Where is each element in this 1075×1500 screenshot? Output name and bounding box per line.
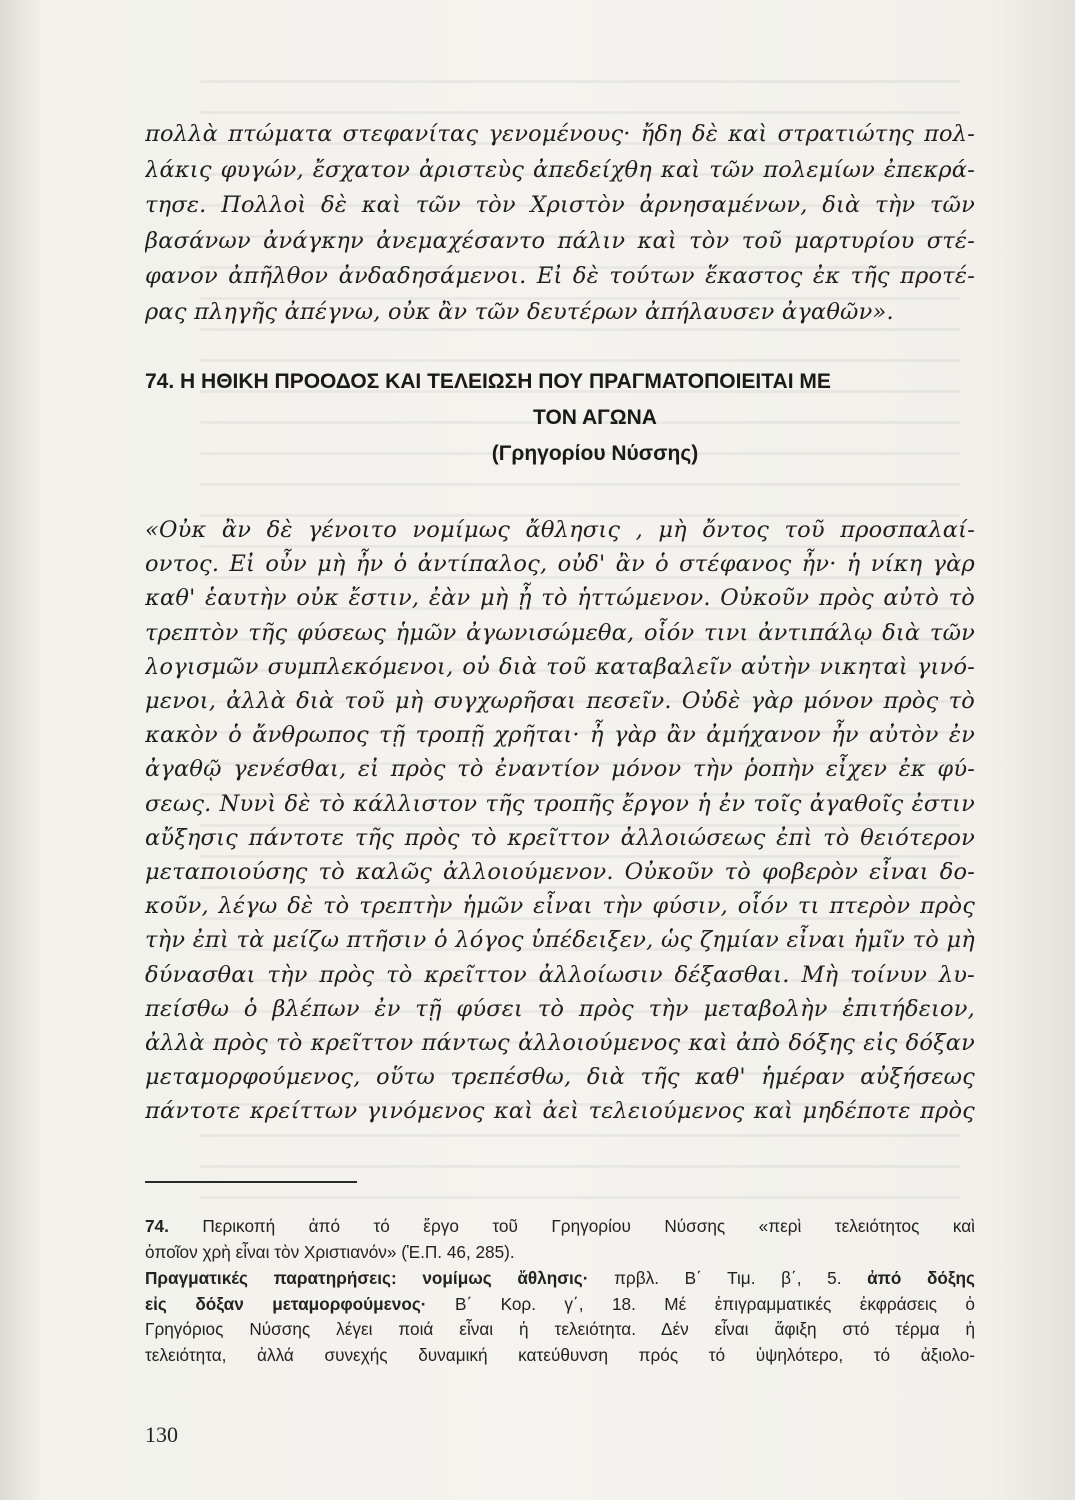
body-line: κακὸν ὁ ἄνθρωπος τῇ τροπῇ χρῆται· ἦ γὰρ ἂν ἀμήχανον ἦν αὐτὸν ἐν (145, 722, 975, 749)
section-subtitle: (Γρηγορίου Νύσσης) (491, 442, 699, 465)
body-line: πείσθω ὁ βλέπων ἐν τῇ φύσει τὸ πρὸς τὴν μεταβολὴν ἐπιτήδειον, (145, 995, 975, 1022)
footnote-rule (145, 1181, 357, 1183)
body-line: τρεπτὸν τῆς φύσεως ἡμῶν ἀγωνισώμεθα, οἷόν τινι ἀντιπάλῳ διὰ τῶν (145, 619, 975, 646)
body-line: αὔξησις πάντοτε τῆς πρὸς τὸ κρεῖττον ἀλλοιώσεως ἐπὶ τὸ θειότερον (145, 824, 975, 851)
remarks-label: Πραγματικές παρατηρήσεις: (145, 1268, 397, 1288)
body-line: σεως. Νυνὶ δὲ τὸ κάλλιστον τῆς τροπῆς ἔργον ἡ ἐν τοῖς ἀγαθοῖς ἐστιν (145, 790, 975, 817)
remarks-term: ἀπό δόξης (867, 1268, 975, 1288)
section-title-line2: ΤΟΝ ΑΓΩΝΑ (533, 406, 657, 429)
remarks-term: εἰς δόξαν μεταμορφούμενος· (145, 1293, 427, 1314)
footnote-number: 74. (145, 1216, 169, 1236)
intro-line: τησε. Πολλοὶ δὲ καὶ τῶν τὸν Χριστὸν ἀρνησαμένων, διὰ τὴν τῶν (145, 192, 975, 218)
body-line: κοῦν, λέγω δὲ τὸ τρεπτὴν ἡμῶν εἶναι τὴν φύσιν, οἷόν τι πτερὸν πρὸς (145, 893, 975, 920)
remarks-term: νομίμως ἄθλησις· (422, 1268, 589, 1288)
page-number: 130 (145, 1422, 178, 1447)
intro-line: πολλὰ πτώματα στεφανίτας γενομένους· ἤδη δὲ καὶ στρατιώτης πολ- (145, 121, 975, 147)
body-paragraph (145, 513, 975, 1129)
body-line: ἀγαθῷ γενέσθαι, εἰ πρὸς τὸ ἐναντίον μόνον τὴν ῥοπὴν εἶχεν ἐκ φύ- (145, 756, 975, 783)
body-line: πάντοτε κρείττων γινόμενος καὶ ἀεὶ τελειούμενος καὶ μηδέποτε πρὸς (145, 1098, 975, 1125)
section-title-line1: 74. Η ΗΘΙΚΗ ΠΡΟΟΔΟΣ ΚΑΙ ΤΕΛΕΙΩΣΗ ΠΟΥ ΠΡΑΓΜΑΤΟΠΟΙΕΙΤΑΙ ΜΕ (145, 370, 831, 393)
body-line: μεταμορφούμενος, οὕτω τρεπέσθω, διὰ τῆς καθ' ἡμέραν αὐξήσεως (145, 1064, 975, 1091)
intro-line: ρας πληγῆς ἀπέγνω, οὐκ ἂν τῶν δευτέρων ἀπήλαυσεν ἀγαθῶν». (145, 298, 894, 325)
footnote-text: Περικοπή ἀπό τό ἔργο τοῦ Γρηγορίου Νύσσης «περὶ τελειότητος καὶ (202, 1216, 975, 1236)
body-line: μενοι, ἀλλὰ διὰ τοῦ μὴ συγχωρῆσαι πεσεῖν. Οὐδὲ γὰρ μόνον πρὸς τὸ (145, 688, 975, 715)
remarks-reference: Β΄ Κορ. γ΄, 18. Μέ ἐπιγραμματικές ἐκφράσεις ὁ (454, 1293, 975, 1314)
body-line: τὴν ἐπὶ τὰ μείζω πτῆσιν ὁ λόγος ὑπέδειξεν, ὡς ζημίαν εἶναι ἡμῖν τὸ μὴ (145, 927, 975, 954)
intro-paragraph (145, 117, 975, 330)
body-line: «Οὐκ ἂν δὲ γένοιτο νομίμως ἄθλησις , μὴ ὄντος τοῦ προσπαλαί- (145, 517, 975, 543)
body-line: οντος. Εἰ οὖν μὴ ἦν ὁ ἀντίπαλος, οὐδ' ἂν ὁ στέφανος ἦν· ἡ νίκη γὰρ (145, 551, 975, 578)
body-line: μεταποιούσης τὸ καλῶς ἀλλοιούμενον. Οὐκοῦν τὸ φοβερὸν εἶναι δο- (145, 859, 975, 886)
body-line: δύνασθαι τὴν πρὸς τὸ κρεῖττον ἀλλοίωσιν δέξασθαι. Μὴ τοίνυν λυ- (145, 961, 975, 988)
body-line: ἀλλὰ πρὸς τὸ κρεῖττον πάντως ἀλλοιούμενος καὶ ἀπὸ δόξης εἰς δόξαν (145, 1030, 975, 1057)
footnote-remarks (145, 1266, 975, 1368)
body-line: λογισμῶν συμπλεκόμενοι, οὐ διὰ τοῦ καταβαλεῖν αὐτὴν νικηταὶ γινό- (145, 653, 975, 680)
footnote-text: ὁποῖον χρὴ εἶναι τὸν Χριστιανόν» (Ἑ.Π. 46, 285). (145, 1241, 515, 1262)
intro-line: φανον ἀπῆλθον ἀνδαδησάμενοι. Εἰ δὲ τούτων ἕκαστος ἐκ τῆς προτέ- (145, 263, 975, 289)
remarks-reference: πρβλ. Β΄ Τιμ. β΄, 5. (614, 1268, 842, 1288)
intro-line: βασάνων ἀνάγκην ἀνεμαχέσαντο πάλιν καὶ τὸν τοῦ μαρτυρίου στέ- (145, 227, 975, 254)
footnote-74 (145, 1214, 975, 1265)
remarks-text: Γρηγόριος Νύσσης λέγει ποιά εἶναι ἡ τελειότητα. Δέν εἶναι ἄφιξη στό τέρμα ἡ (145, 1319, 975, 1339)
body-line: καθ' ἑαυτὴν οὐκ ἔστιν, ἐὰν μὴ ᾖ τὸ ἡττώμενον. Οὐκοῦν πρὸς αὐτὸ τὸ (145, 585, 975, 612)
intro-line: λάκις φυγών, ἔσχατον ἀριστεὺς ἀπεδείχθη καὶ τῶν πολεμίων ἐπεκρά- (145, 156, 975, 183)
remarks-text: τελειότητα, ἀλλά συνεχής δυναμική κατεύθυνση πρός τό ὑψηλότερο, τό ἀξιολο- (145, 1344, 975, 1365)
